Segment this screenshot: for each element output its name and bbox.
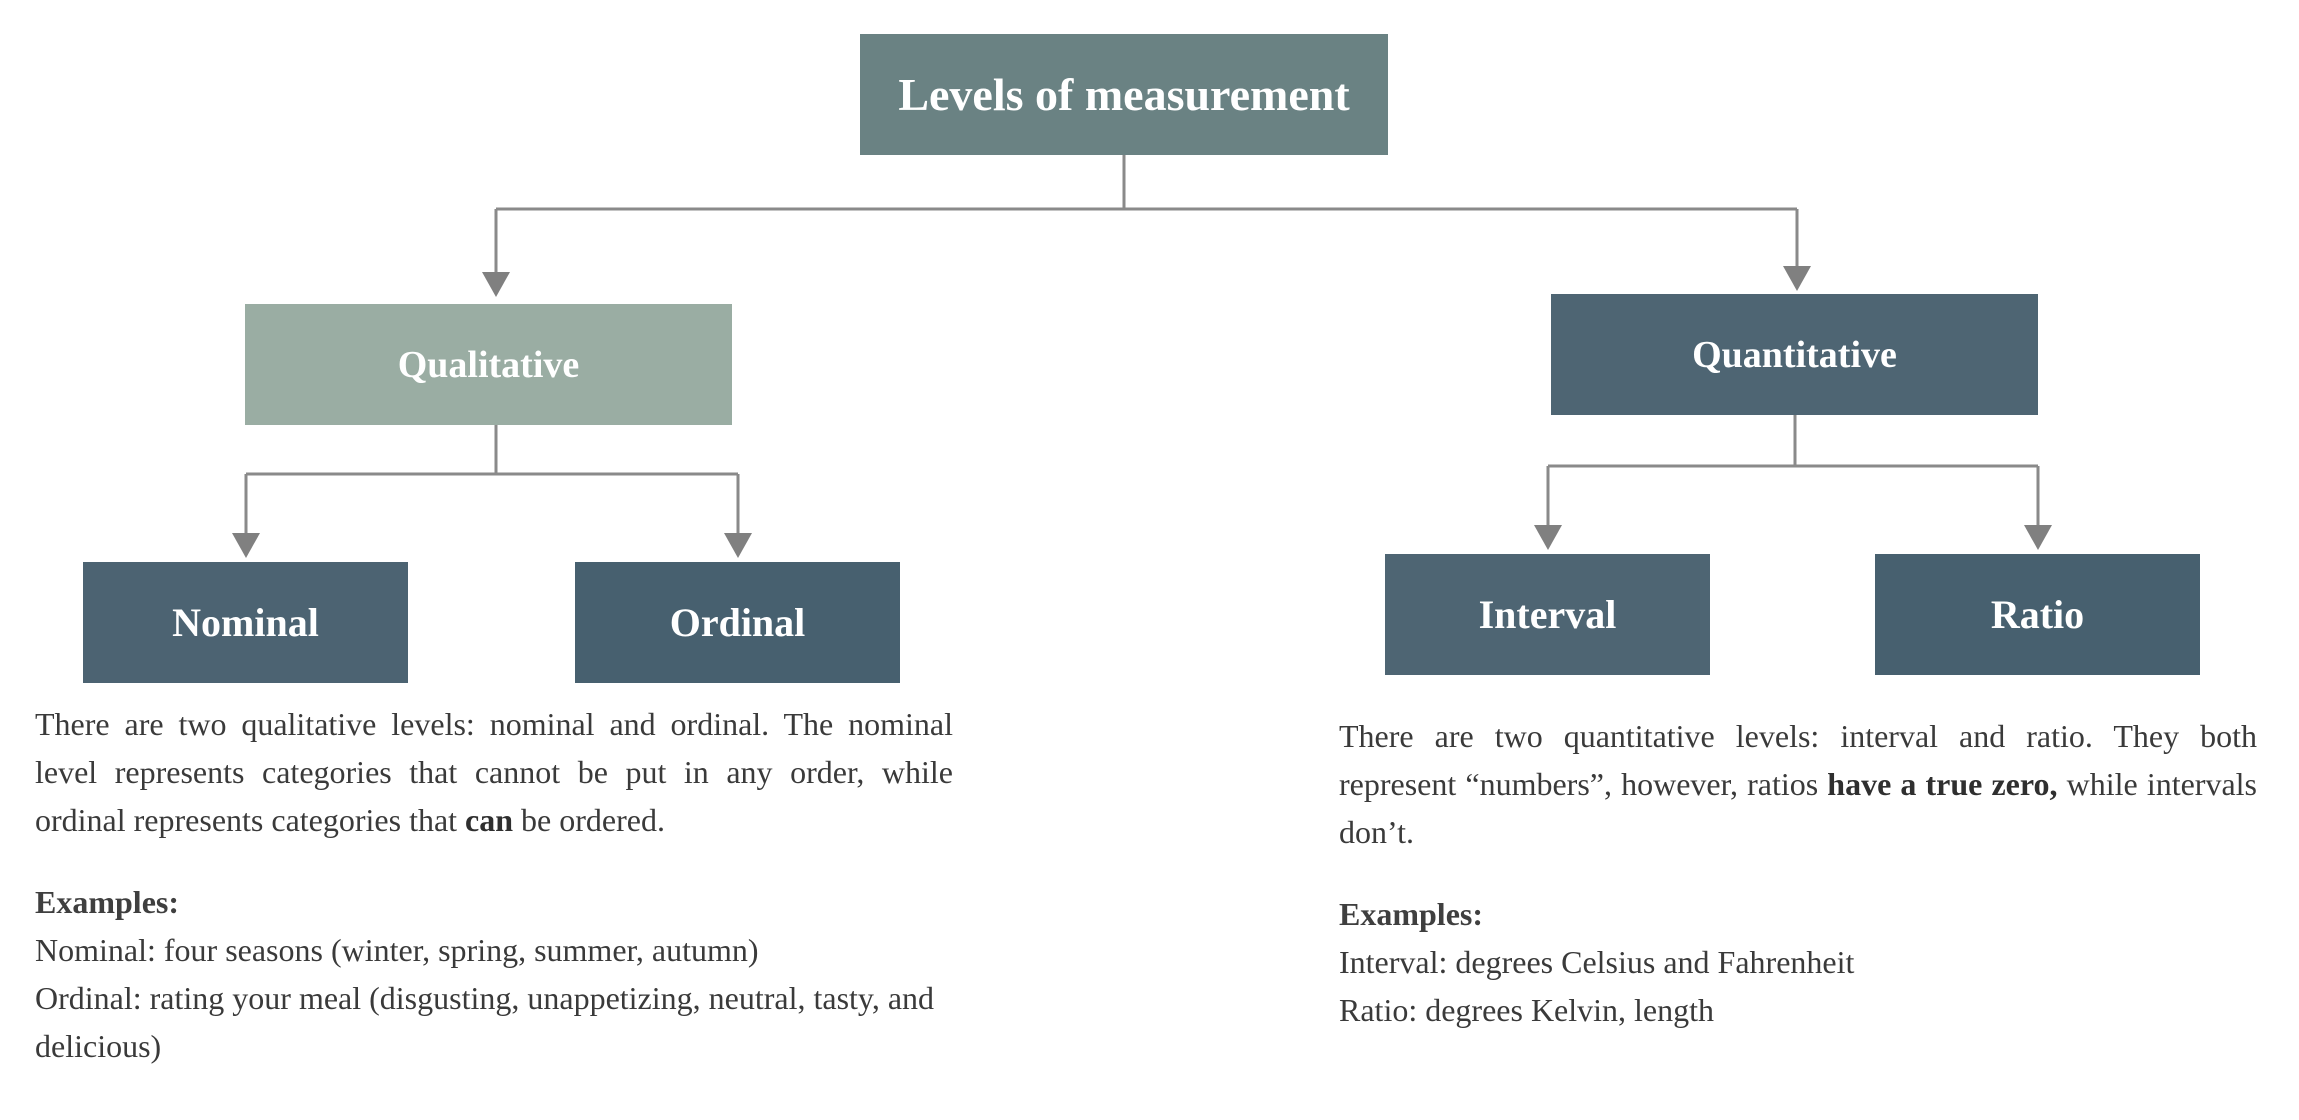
node-interval-label: Interval (1478, 592, 1617, 637)
quantitative-description-part1: There are two quantitative levels: interval and ratio. They both represent “numbers”, however, ratios (1339, 718, 2257, 802)
arrowhead-nominal (232, 533, 260, 558)
arrowhead-ratio (2024, 525, 2052, 550)
node-qualitative-label: Qualitative (397, 343, 580, 386)
node-interval (1385, 554, 1710, 675)
arrowhead-quantitative (1783, 266, 1811, 291)
qualitative-example-nominal: Nominal: four seasons (winter, spring, summer, autumn) (35, 932, 759, 968)
root-node-levels-of-measurement (860, 34, 1388, 155)
node-nominal-label: Nominal (172, 600, 319, 645)
node-nominal (83, 562, 408, 683)
quantitative-description-bold: have a true zero, (1827, 766, 2058, 802)
qualitative-description-part2: be ordered. (513, 802, 665, 838)
root-node-label: Levels of measurement (898, 69, 1350, 120)
arrowhead-ordinal (724, 533, 752, 558)
qualitative-description (35, 700, 953, 844)
qualitative-example-ordinal: Ordinal: rating your meal (disgusting, unappetizing, neutral, tasty, and delicious) (35, 980, 935, 1064)
qualitative-examples-heading: Examples: (35, 884, 179, 920)
node-quantitative (1551, 294, 2038, 415)
qualitative-description-bold: can (465, 802, 514, 838)
qualitative-description-part1: There are two qualitative levels: nominal and ordinal. The nominal level represents categories that cannot be put in any order, while ordinal represents categories that (35, 706, 953, 838)
node-ratio-label: Ratio (1990, 592, 2085, 637)
quantitative-description-part2: while intervals don’t. (1339, 766, 2258, 850)
quantitative-explanation (1339, 712, 2257, 1034)
arrowhead-interval (1534, 525, 1562, 550)
node-ordinal-label: Ordinal (669, 600, 806, 645)
qualitative-explanation (35, 700, 953, 1070)
node-ordinal (575, 562, 900, 683)
quantitative-examples-heading: Examples: (1339, 896, 1483, 932)
node-qualitative (245, 304, 732, 425)
quantitative-description (1339, 712, 2257, 856)
quantitative-example-interval: Interval: degrees Celsius and Fahrenheit (1339, 944, 1855, 980)
node-quantitative-label: Quantitative (1692, 333, 1897, 376)
quantitative-example-ratio: Ratio: degrees Kelvin, length (1339, 992, 1715, 1028)
node-ratio (1875, 554, 2200, 675)
arrowhead-qualitative (482, 272, 510, 297)
